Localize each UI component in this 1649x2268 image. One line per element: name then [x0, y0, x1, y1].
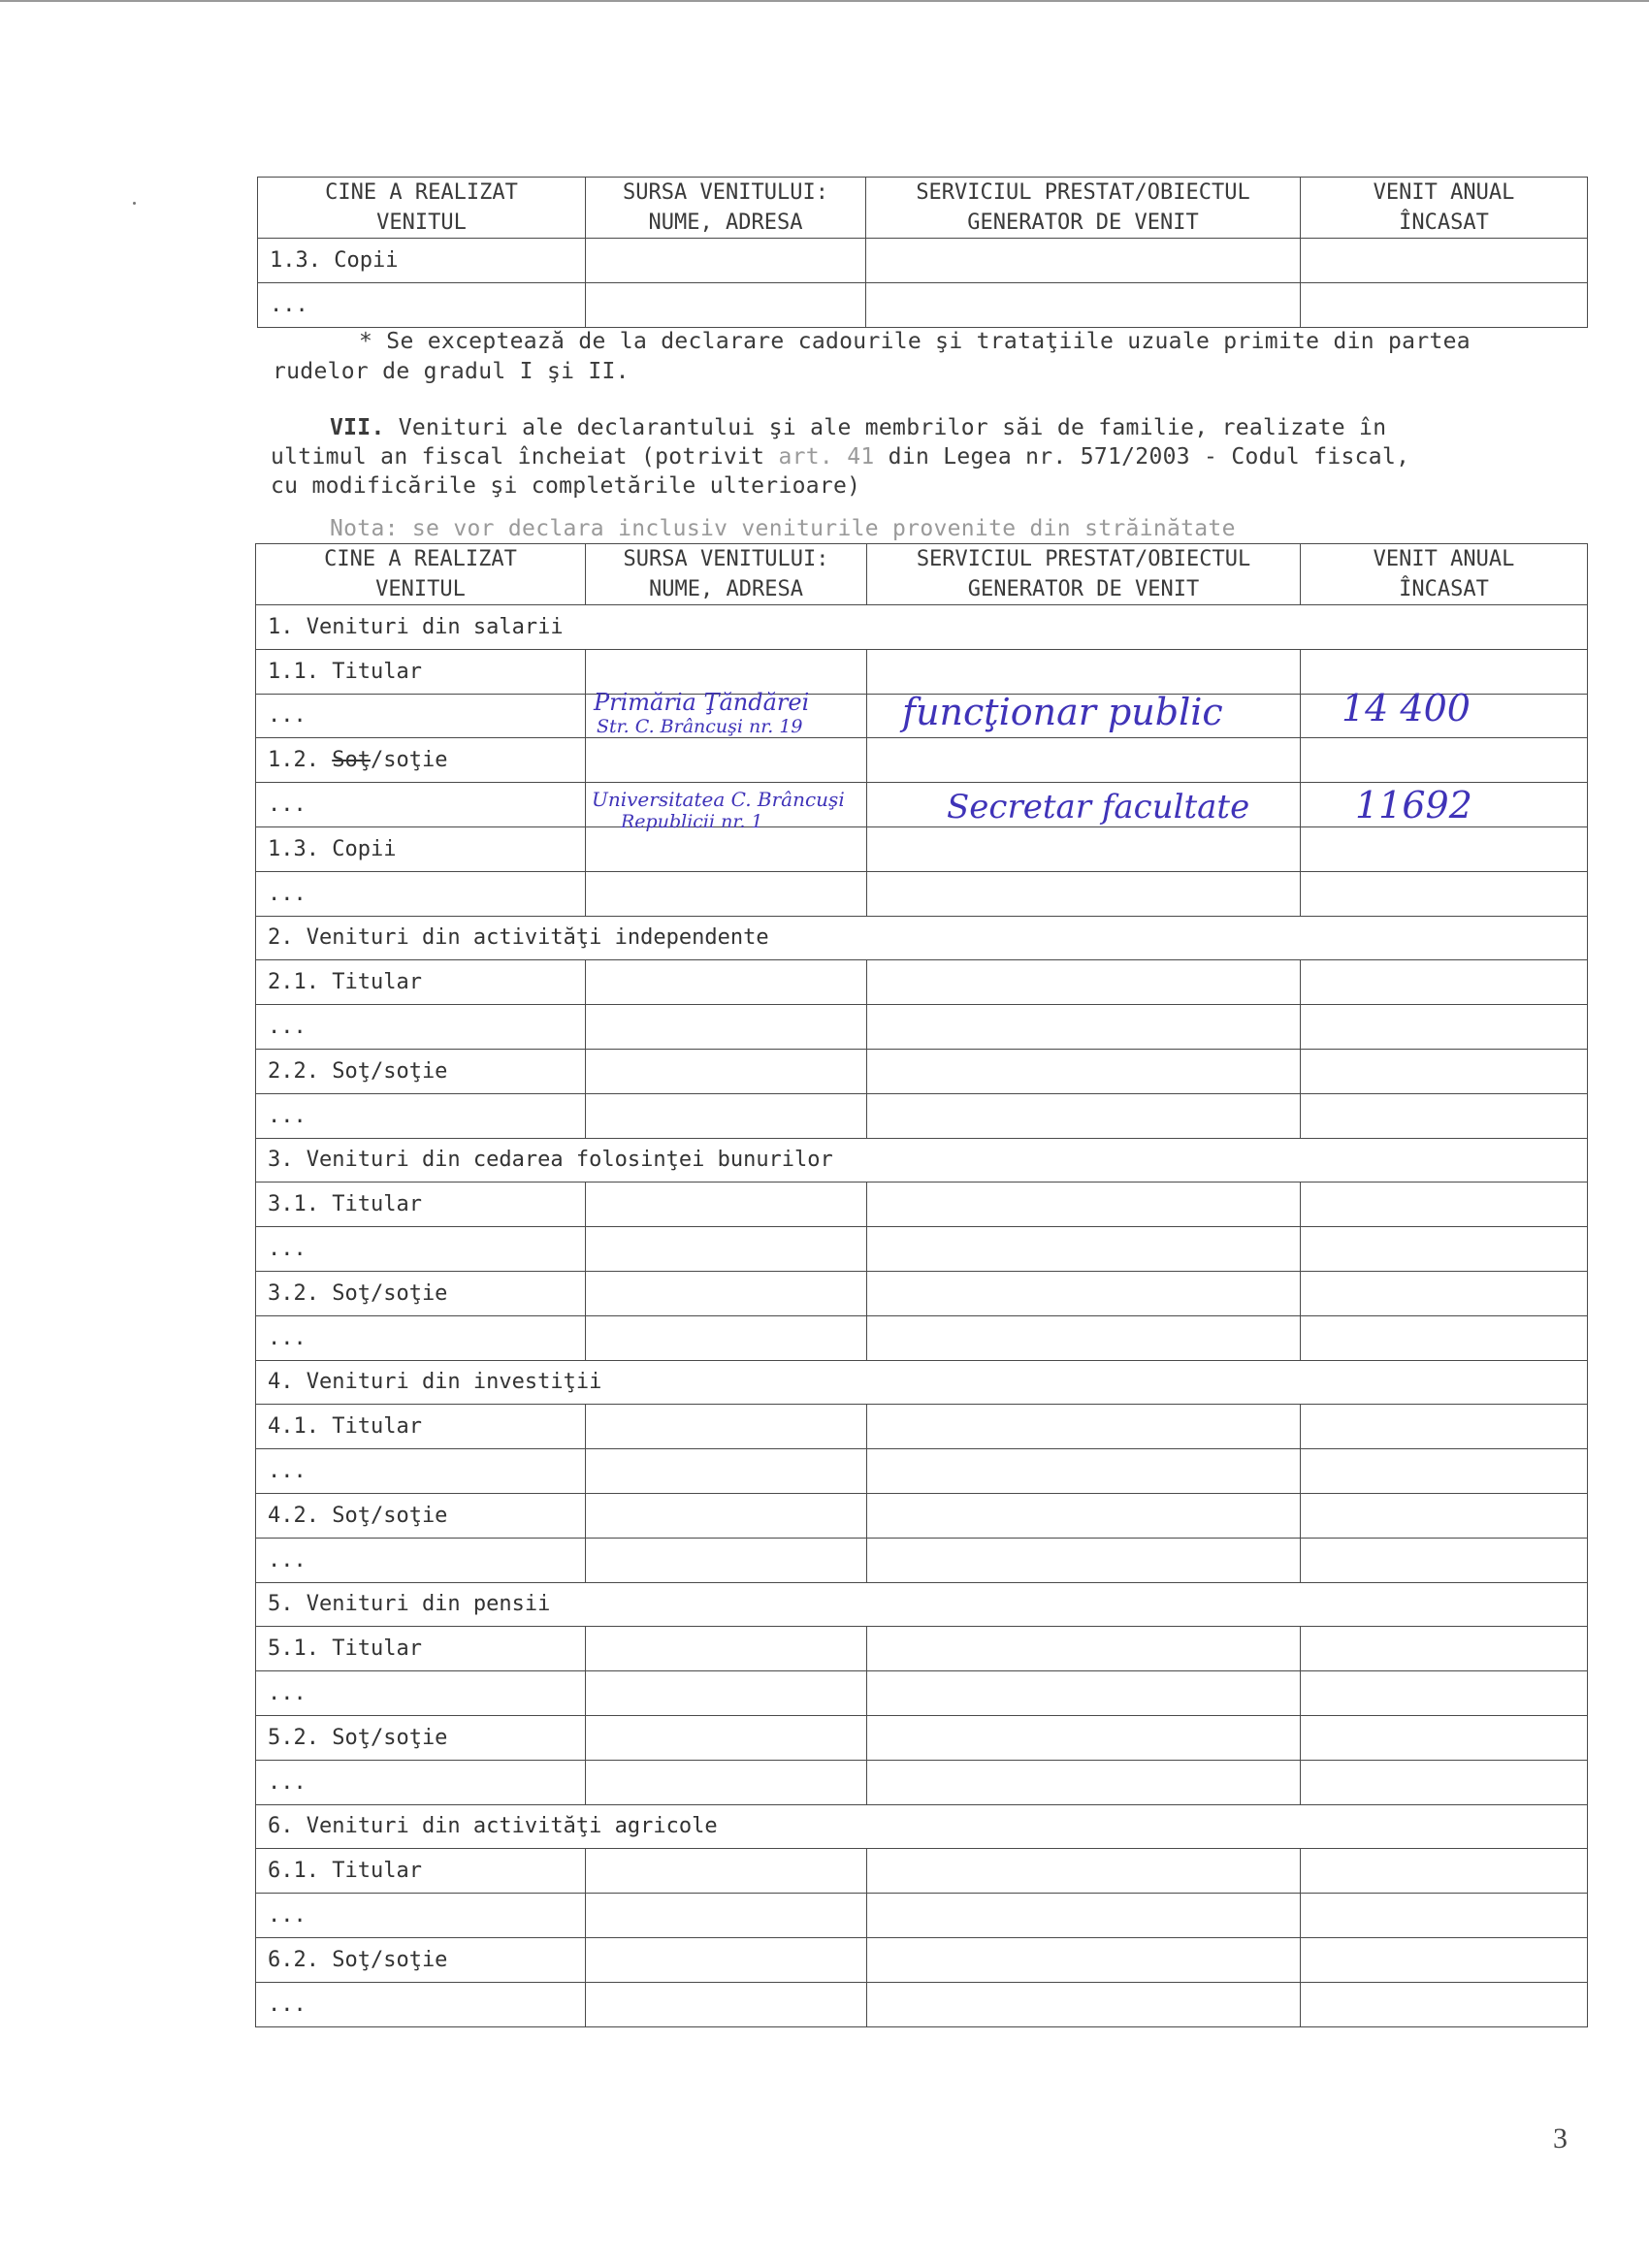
empty-cell — [586, 1449, 867, 1494]
empty-cell — [1301, 960, 1588, 1005]
empty-cell — [1301, 826, 1588, 871]
empty-cell — [1301, 1849, 1588, 1894]
row-label: ... — [256, 1449, 586, 1494]
empty-cell — [586, 960, 867, 1005]
empty-cell — [586, 1005, 867, 1050]
struck-text: Soţ — [332, 748, 371, 773]
empty-cell — [867, 1849, 1301, 1894]
empty-cell — [867, 871, 1301, 916]
row-label: ... — [256, 1005, 586, 1050]
header-source: SURSA VENITULUI: NUME, ADRESA — [586, 178, 866, 239]
handwritten-titular-service: funcţionar public — [902, 691, 1223, 733]
top-table-header — [258, 178, 1588, 239]
table-row — [256, 1493, 1588, 1538]
empty-cell — [1301, 1894, 1588, 1938]
empty-cell — [1301, 1982, 1588, 2026]
empty-cell — [586, 1093, 867, 1138]
empty-cell — [1301, 1271, 1588, 1315]
table-row — [256, 1315, 1588, 1360]
handwritten-spouse-income: 11692 — [1355, 784, 1472, 826]
empty-cell — [867, 1538, 1301, 1582]
empty-cell — [1301, 1183, 1588, 1227]
empty-cell — [1301, 1937, 1588, 1982]
empty-cell — [586, 1760, 867, 1804]
row-label: 5.2. Soţ/soţie — [256, 1715, 586, 1760]
empty-cell — [1301, 1538, 1588, 1582]
empty-cell — [1301, 1449, 1588, 1494]
row-label: ... — [256, 783, 586, 827]
empty-cell — [867, 1982, 1301, 2026]
section-vii-label: VII. — [330, 415, 385, 440]
row-label: ... — [256, 1671, 586, 1716]
empty-cell — [586, 826, 867, 871]
empty-cell — [867, 1005, 1301, 1050]
empty-cell — [586, 1627, 867, 1671]
empty-cell — [867, 1183, 1301, 1227]
table-row — [256, 1449, 1588, 1494]
table-row — [256, 1227, 1588, 1272]
table-row — [256, 1715, 1588, 1760]
row-label: ... — [256, 1894, 586, 1938]
table-row — [256, 1894, 1588, 1938]
handwritten-spouse-source-line-2: Republicii nr. 1 — [621, 811, 763, 832]
header-source: SURSA VENITULUI: NUME, ADRESA — [586, 544, 867, 605]
empty-cell — [1301, 1315, 1588, 1360]
income-table-header — [256, 544, 1588, 605]
section-vii-line-1: VII. Venituri ale declarantului şi ale membrilor săi de familie, realizate în — [330, 415, 1387, 440]
empty-cell — [1301, 871, 1588, 916]
page-number: 3 — [1553, 2122, 1568, 2155]
empty-cell — [867, 826, 1301, 871]
table-row — [256, 1183, 1588, 1227]
empty-cell — [1301, 1227, 1588, 1272]
row-label: ... — [256, 1315, 586, 1360]
empty-cell — [586, 1538, 867, 1582]
empty-cell — [586, 1937, 867, 1982]
page-top-edge — [0, 0, 1649, 2]
table-row — [256, 826, 1588, 871]
empty-cell — [1301, 1760, 1588, 1804]
row-label: 5.1. Titular — [256, 1627, 586, 1671]
empty-cell — [586, 1183, 867, 1227]
header-income: VENIT ANUAL ÎNCASAT — [1301, 178, 1588, 239]
table-row — [256, 1982, 1588, 2026]
foreign-income-note: Nota: se vor declara inclusiv veniturile provenite din străinătate — [330, 516, 1236, 541]
empty-cell — [586, 1315, 867, 1360]
income-table — [255, 543, 1588, 2027]
table-row — [256, 1005, 1588, 1050]
empty-cell — [867, 1049, 1301, 1093]
section-row — [256, 1804, 1588, 1849]
row-label: 3.1. Titular — [256, 1183, 586, 1227]
row-label: ... — [256, 1760, 586, 1804]
section-row — [256, 916, 1588, 960]
row-label: ... — [256, 1093, 586, 1138]
empty-cell — [586, 871, 867, 916]
row-label: 4.1. Titular — [256, 1405, 586, 1449]
empty-cell — [867, 1227, 1301, 1272]
section-label: 1. Venituri din salarii — [256, 605, 1588, 650]
empty-cell — [867, 1671, 1301, 1716]
empty-cell — [586, 1894, 867, 1938]
empty-cell — [867, 738, 1301, 783]
row-label: 2.1. Titular — [256, 960, 586, 1005]
row-label: ... — [256, 1538, 586, 1582]
table-row — [256, 1405, 1588, 1449]
empty-cell — [867, 1449, 1301, 1494]
empty-cell — [1301, 1005, 1588, 1050]
row-label: 1.1. Titular — [256, 649, 586, 694]
section-row — [256, 1360, 1588, 1405]
row-label: ... — [256, 871, 586, 916]
empty-cell — [867, 1760, 1301, 1804]
table-row — [256, 1849, 1588, 1894]
row-label: ... — [256, 1982, 586, 2026]
section-row — [256, 1138, 1588, 1183]
law-article-ref: art. 41 — [778, 444, 875, 470]
row-label: 1.3. Copii — [258, 239, 586, 283]
table-row — [256, 1671, 1588, 1716]
table-row — [256, 1049, 1588, 1093]
handwritten-spouse-source-line-1: Universitatea C. Brâncuşi — [592, 788, 845, 811]
section-row — [256, 1582, 1588, 1627]
table-row — [256, 738, 1588, 783]
empty-cell — [867, 1627, 1301, 1671]
empty-cell — [586, 1227, 867, 1272]
table-row — [256, 1937, 1588, 1982]
table-row — [256, 1538, 1588, 1582]
handwritten-spouse-service: Secretar facultate — [947, 788, 1250, 826]
table-row — [256, 1627, 1588, 1671]
empty-cell — [867, 960, 1301, 1005]
handwritten-titular-source-line-1: Primăria Ţăndărei — [594, 689, 810, 716]
empty-cell — [586, 1049, 867, 1093]
section-label: 3. Venituri din cedarea folosinţei bunurilor — [256, 1138, 1588, 1183]
empty-cell — [867, 1937, 1301, 1982]
row-label: 3.2. Soţ/soţie — [256, 1271, 586, 1315]
empty-cell — [867, 1405, 1301, 1449]
table-row — [258, 282, 1588, 327]
empty-cell — [1301, 1671, 1588, 1716]
section-label: 4. Venituri din investiţii — [256, 1360, 1588, 1405]
empty-cell — [586, 649, 867, 694]
section-row — [256, 605, 1588, 650]
footnote-line-1: * Se exceptează de la declarare cadourile şi trataţiile uzuale primite din partea — [359, 329, 1471, 354]
row-label: ... — [256, 1227, 586, 1272]
section-vii-line-2: ultimul an fiscal încheiat (potrivit art. 41 din Legea nr. 571/2003 - Codul fiscal, — [271, 444, 1410, 470]
header-who: CINE A REALIZAT VENITUL — [256, 544, 586, 605]
row-label: ... — [258, 282, 586, 327]
empty-cell — [1301, 738, 1588, 783]
top-table — [257, 177, 1588, 328]
row-label: 4.2. Soţ/soţie — [256, 1493, 586, 1538]
footnote-line-2: rudelor de gradul I şi II. — [273, 359, 630, 384]
empty-cell — [586, 1671, 867, 1716]
row-label: 1.3. Copii — [256, 826, 586, 871]
section-vii-line-3: cu modificările şi completările ulterioare) — [271, 473, 861, 499]
empty-cell — [867, 1271, 1301, 1315]
header-service: SERVICIUL PRESTAT/OBIECTUL GENERATOR DE VENIT — [866, 178, 1301, 239]
empty-cell — [1301, 1093, 1588, 1138]
empty-cell — [1301, 1715, 1588, 1760]
empty-cell — [867, 649, 1301, 694]
empty-cell — [586, 738, 867, 783]
empty-cell — [586, 1405, 867, 1449]
row-label: 1.2. Soţ/soţie — [256, 738, 586, 783]
empty-cell — [1301, 1405, 1588, 1449]
table-row — [256, 1271, 1588, 1315]
table-row — [258, 239, 1588, 283]
empty-cell — [1301, 1049, 1588, 1093]
row-label: 6.2. Soţ/soţie — [256, 1937, 586, 1982]
empty-cell — [586, 1493, 867, 1538]
table-row — [256, 1093, 1588, 1138]
empty-cell — [586, 1715, 867, 1760]
header-who: CINE A REALIZAT VENITUL — [258, 178, 586, 239]
table-row — [256, 1760, 1588, 1804]
row-label: ... — [256, 694, 586, 738]
scan-speck — [133, 202, 136, 205]
header-service: SERVICIUL PRESTAT/OBIECTUL GENERATOR DE VENIT — [867, 544, 1301, 605]
empty-cell — [586, 1849, 867, 1894]
empty-cell — [867, 1493, 1301, 1538]
empty-cell — [867, 1315, 1301, 1360]
section-label: 2. Venituri din activităţi independente — [256, 916, 1588, 960]
table-row — [256, 960, 1588, 1005]
handwritten-titular-income: 14 400 — [1342, 687, 1471, 729]
section-label: 5. Venituri din pensii — [256, 1582, 1588, 1627]
empty-cell — [867, 1894, 1301, 1938]
empty-cell — [1301, 1627, 1588, 1671]
empty-cell — [867, 1715, 1301, 1760]
empty-cell — [586, 1982, 867, 2026]
empty-cell — [586, 1271, 867, 1315]
table-row — [256, 871, 1588, 916]
empty-cell — [867, 1093, 1301, 1138]
section-label: 6. Venituri din activităţi agricole — [256, 1804, 1588, 1849]
row-label: 6.1. Titular — [256, 1849, 586, 1894]
row-label: 2.2. Soţ/soţie — [256, 1049, 586, 1093]
empty-cell — [1301, 1493, 1588, 1538]
header-income: VENIT ANUAL ÎNCASAT — [1301, 544, 1588, 605]
handwritten-titular-source-line-2: Str. C. Brâncuşi nr. 19 — [597, 716, 803, 737]
